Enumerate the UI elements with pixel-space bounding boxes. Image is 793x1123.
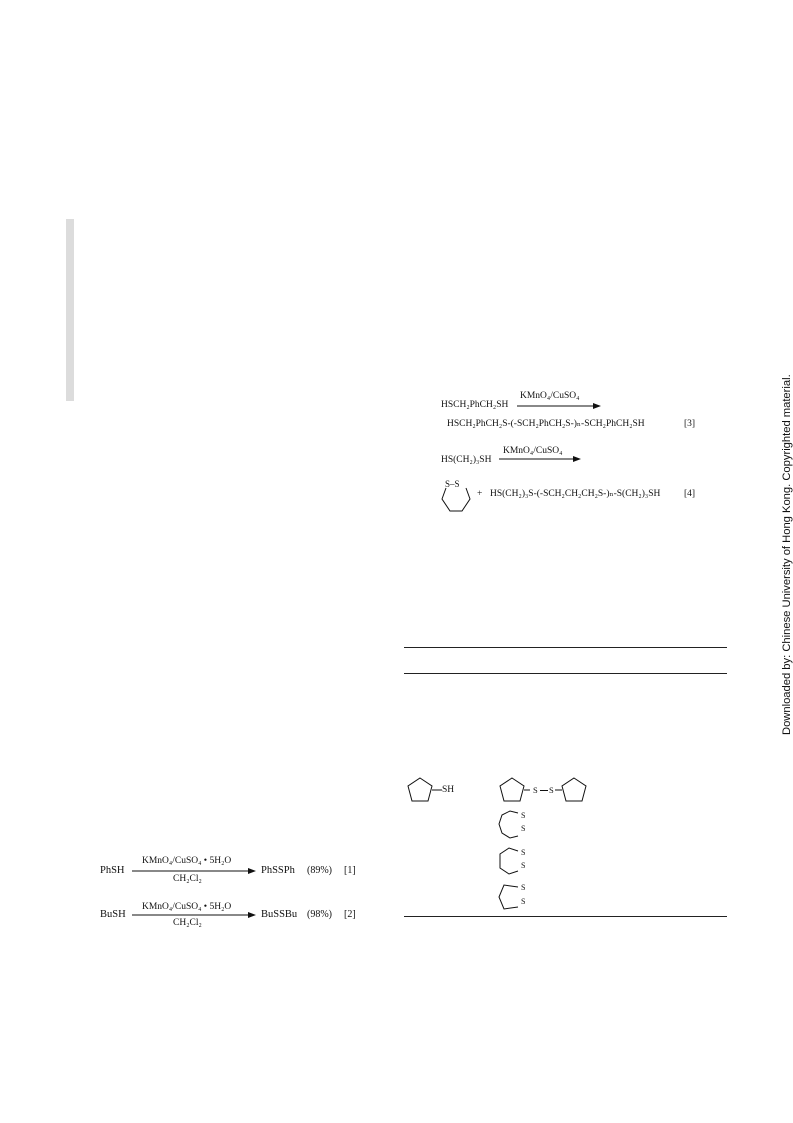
ring5-s2: S (521, 897, 526, 906)
row1-reactant-sh: SH (442, 785, 455, 795)
eq4-reagent: KMnO₄/CuSO₄ (503, 446, 563, 456)
eq1-reagent-bottom: CH₂Cl₂ (173, 874, 202, 884)
cyclopentyl-ring-product-left (498, 777, 530, 805)
table-top-rule (404, 647, 727, 648)
eq4-product: HS(CH₂)₃S-(-SCH₂CH₂CH₂S-)ₙ-S(CH₂)₃SH (490, 489, 661, 499)
eq4-ring-sulfurs: S–S (445, 479, 460, 489)
row1-product-s2: S (549, 785, 554, 795)
eq1-reactant: PhSH (100, 865, 125, 876)
eq4-number: [4] (684, 489, 696, 499)
eq2-reagent-bottom: CH₂Cl₂ (173, 918, 202, 928)
eq4-reactant: HS(CH₂)₃SH (441, 455, 492, 465)
eq4-arrow (499, 455, 581, 463)
copyright-notice: Downloaded by: Chinese University of Hong Kong. Copyrighted material. (781, 374, 793, 735)
margin-gray-bar (66, 219, 74, 401)
cyclopentyl-ring-reactant (406, 777, 446, 805)
ring7-s1: S (521, 811, 526, 820)
eq3-product: HSCH₂PhCH₂S-(-SCH₂PhCH₂S-)ₙ-SCH₂PhCH₂SH (447, 419, 645, 429)
ring6-s2: S (521, 861, 526, 870)
s-s-bond (540, 789, 548, 792)
eq2-yield: (98%) (307, 909, 332, 920)
eq2-reagent-top: KMnO₄/CuSO₄ • 5H₂O (142, 902, 232, 912)
eq3-reagent: KMnO₄/CuSO₄ (520, 391, 580, 401)
eq1-number: [1] (344, 865, 356, 876)
eq1-yield: (89%) (307, 865, 332, 876)
ring6-s1: S (521, 848, 526, 857)
eq2-reactant: BuSH (100, 909, 126, 920)
eq3-reactant: HSCH₂PhCH₂SH (441, 400, 509, 410)
ring5-s1: S (521, 883, 526, 892)
cyclopentyl-ring-product-right (555, 777, 589, 805)
eq2-product: BuSSBu (261, 909, 298, 920)
ring7-s2: S (521, 824, 526, 833)
eq2-number: [2] (344, 909, 356, 920)
dithiolane-ring (440, 487, 472, 513)
eq1-reagent-top: KMnO₄/CuSO₄ • 5H₂O (142, 856, 232, 866)
row1-product-s1: S (533, 785, 538, 795)
eq4-plus: + (477, 489, 483, 499)
eq3-number: [3] (684, 419, 696, 429)
eq1-product: PhSSPh (261, 865, 295, 876)
eq3-arrow (517, 402, 601, 410)
table-bottom-rule (404, 916, 727, 917)
table-header-rule (404, 673, 727, 674)
